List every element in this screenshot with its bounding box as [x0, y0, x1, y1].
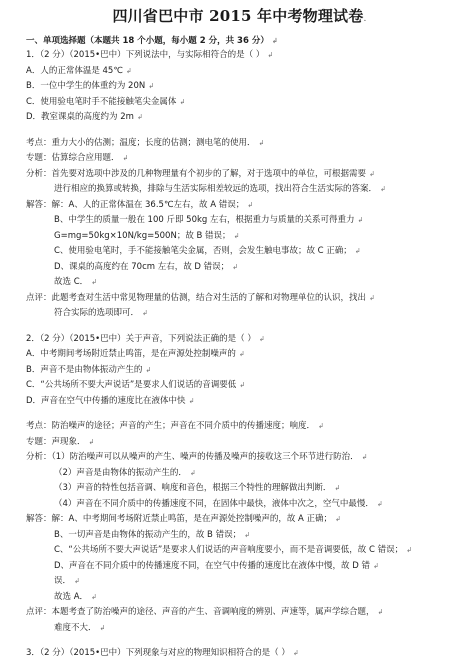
q2-option-c: C．“公共场所不要大声说话”是要求人们说话的音调要低 ↲ [26, 380, 246, 390]
q2-jieda-line4a: D、声音在不同介质中的传播速度不同，在空气中传播的速度比在液体中慢，故 D 错 ↲ [54, 560, 379, 571]
q1-jieda-line5: D、课桌的高度约在 70cm 左右，故 D 错误； ↲ [54, 261, 239, 272]
paragraph-mark: ↲ [179, 97, 186, 106]
paragraph-mark: ↲ [334, 484, 341, 492]
q1-dianping-line1: 点评：此题考查对生活中常见物理量的估测，结合对生活的了解和对物理单位的认识，找出 ↲ [26, 292, 375, 303]
q1-jieda-line4: C、使用验电笔时，手不能接触笔尖金属，否则，会发生触电事故；故 C 正确； ↲ [54, 246, 361, 256]
q1-dianping-line2: 符合实际的选项即可． ↲ [54, 308, 148, 318]
q2-jieda-line2: B、一切声音是由物体的振动产生的，故 B 错误； ↲ [54, 529, 250, 540]
paragraph-mark: ↲ [380, 185, 386, 193]
spacer [26, 409, 453, 419]
q2-dianping-line1: 点评：本题考查了防治噪声的途径、声音的产生、音调响度的辨别、声速等，属声学综合题， ↲ [26, 607, 384, 617]
q1-option-b: B．一位中学生的体重约为 20N ↲ [26, 81, 155, 91]
paragraph-mark: ↲ [335, 515, 341, 523]
paragraph-mark: ↲ [357, 216, 364, 224]
q2-fenxi-line3: （3）声音的特性包括音调、响度和音色，根据三个特性的理解做出判断． ↲ [54, 483, 341, 493]
paragraph-mark: ↲ [233, 231, 240, 240]
paragraph-mark: ↲ [373, 561, 379, 570]
paragraph-mark: ↲ [136, 113, 143, 121]
paragraph-mark: ↲ [91, 592, 97, 601]
paragraph-mark: ↲ [122, 154, 129, 162]
q2-option-d: D．声音在空气中传播的速度比在液体中快 ↲ [26, 395, 195, 406]
exam-title-text: 四川省巴中市 2015 年中考物理试卷 [112, 7, 364, 25]
paragraph-mark: ↲ [369, 169, 375, 178]
paragraph-mark: ↲ [369, 293, 375, 302]
q2-zhuanti: 专题：声现象． ↲ [26, 436, 95, 447]
paragraph-mark: ↲ [148, 82, 155, 90]
q2-jieda-line3: C、“公共场所不要大声说话”是要求人们说话的声音响度要小，而不是音调要低，故 C 错误； ↲ [54, 545, 412, 555]
paragraph-mark: ↲ [258, 334, 265, 343]
paragraph-mark: ↲ [238, 350, 245, 358]
q1-answer: 故选 C． ↲ [54, 277, 98, 287]
paragraph-mark: ↲ [239, 381, 246, 389]
paragraph-mark: ↲ [88, 437, 95, 446]
q1-jieda-line2: B、中学生的质量一般在 100 斤即 50kg 左右，根据重力与质量的关系可得重力 ↲ [54, 215, 364, 225]
paragraph-mark: ↲ [189, 468, 196, 477]
q2-jieda-line1: 解答：解：A、中考期间考场附近禁止鸣笛，是在声源处控制噪声的，故 A 正确； ↲ [26, 514, 341, 524]
paragraph-mark: ↲ [125, 66, 132, 75]
q2-answer: 故选 A． ↲ [54, 591, 97, 602]
q2-jieda-line4b: 误． ↲ [54, 576, 80, 586]
q1-jieda-line1: 解答：解：A、人的正常体温在 36.5℃左右，故 A 错误； ↲ [26, 199, 254, 210]
paragraph-mark: ↲ [318, 422, 324, 430]
paragraph-mark: ↲ [292, 649, 299, 657]
q2-kaodian: 考点：防治噪声的途径；声音的产生；声音在不同介质中的传播速度；响度． ↲ [26, 421, 324, 431]
q1-zhuanti: 专题：估算综合应用题． ↲ [26, 153, 129, 163]
section-heading: 一、单项选择题（本题共 18 个小题，每小题 2 分，共 36 分） ↲ [26, 36, 278, 46]
paragraph-mark: ↲ [244, 530, 250, 539]
q3-stem: 3．（2 分）（2015•巴中）下列现象与对应的物理知识相符合的是（ ） ↲ [26, 648, 299, 658]
q1-option-c: C．使用验电笔时手不能接触笔尖金属体 ↲ [26, 96, 186, 107]
q1-option-a: A．人的正常体温是 45℃ ↲ [26, 65, 132, 76]
paragraph-mark: ↲ [361, 453, 368, 461]
q2-fenxi-line1: 分析：（1）防治噪声可以从噪声的产生、噪声的传播及噪声的接收这三个环节进行防治． ↲ [26, 452, 368, 462]
title-paragraph-mark: . [363, 14, 367, 24]
q2-dianping-line2: 难度不大． ↲ [54, 622, 106, 633]
q1-jieda-line3: G=mg=50kg×10N/kg=500N；故 B 错误； ↲ [54, 230, 240, 241]
paragraph-mark: ↲ [267, 51, 274, 59]
paragraph-mark: ↲ [142, 309, 148, 317]
q2-option-b: B．声音不是由物体振动产生的 ↲ [26, 364, 152, 375]
q2-option-a: A．中考期间考场附近禁止鸣笛，是在声源处控制噪声的 ↲ [26, 349, 245, 359]
spacer [26, 322, 453, 332]
q1-kaodian: 考点：重力大小的估测；温度；长度的估测；测电笔的使用． ↲ [26, 137, 265, 148]
q2-fenxi-line4: （4）声音在不同介质中的传播速度不同，在固体中最快，液体中次之，空气中最慢． ↲ [54, 498, 383, 509]
paragraph-mark: ↲ [376, 499, 383, 508]
spacer [26, 126, 453, 136]
paragraph-mark: ↲ [377, 608, 384, 616]
q2-fenxi-line2: （2）声音是由物体的振动产生的． ↲ [54, 467, 196, 478]
paragraph-mark: ↲ [258, 138, 265, 147]
spacer [26, 636, 453, 646]
q2-stem: 2．（2 分）（2015•巴中）关于声音，下列说法正确的是（ ） ↲ [26, 333, 265, 344]
paragraph-mark: ↲ [247, 200, 254, 209]
q1-fenxi-line1: 分析：首先要对选项中涉及的几种物理量有个初步的了解，对于选项中的单位，可根据需要 ↲ [26, 168, 375, 179]
paragraph-mark: ↲ [354, 247, 361, 255]
paragraph-mark: ↲ [271, 37, 278, 45]
paragraph-mark: ↲ [145, 365, 152, 374]
q1-stem: 1．（2 分）（2015•巴中）下列说法中，与实际相符合的是（ ） ↲ [26, 50, 274, 60]
paragraph-mark: ↲ [232, 262, 239, 271]
paragraph-mark: ↲ [74, 577, 80, 585]
paragraph-mark: ↲ [99, 623, 106, 632]
paragraph-mark: ↲ [406, 546, 412, 554]
q1-option-d: D．教室课桌的高度约为 2m ↲ [26, 112, 143, 122]
exam-title [26, 6, 453, 29]
paragraph-mark: ↲ [91, 278, 98, 286]
q1-fenxi-line2: 进行相应的换算或转换，排除与生活实际相差较远的选项，找出符合生活实际的答案． ↲ [54, 184, 386, 194]
paragraph-mark: ↲ [188, 396, 195, 405]
